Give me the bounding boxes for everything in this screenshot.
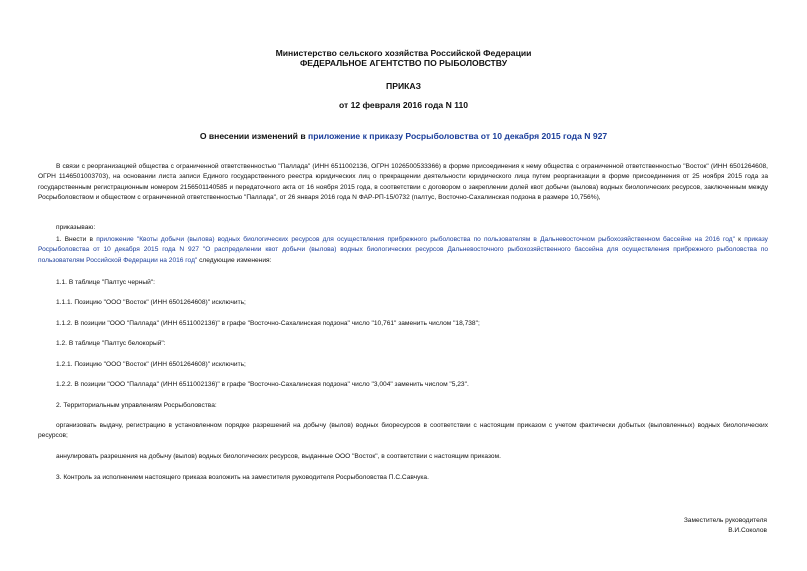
- item-1-2-2: 1.2.2. В позиции "ООО "Паллада" (ИНН 6511002136)" в графе "Восточно-Сахалинская подзона" число "3,004" заменить числом "5,23".: [56, 381, 469, 388]
- item-1-1: 1.1. В таблице "Палтус черный":: [56, 279, 155, 286]
- item-2-annul: аннулировать разрешения на добычу (вылов) водных биологических ресурсов, выданные ООО "Восток", в соответствии с настоящим приказом.: [56, 453, 501, 460]
- title-prefix: О внесении изменений в: [199, 131, 308, 141]
- appendix-link[interactable]: приложение "Квоты добычи (вылова) водных биологических ресурсов для осуществления прибрежного рыболовства по пользователям в Дальневосточном рыбохозяйственном бассейне на 2016 год": [96, 236, 735, 243]
- document-type: ПРИКАЗ: [386, 81, 421, 91]
- document-date: от 12 февраля 2016 года N 110: [338, 100, 469, 110]
- item-1-mid: к: [734, 236, 745, 243]
- agency-name: ФЕДЕРАЛЬНОЕ АГЕНТСТВО ПО РЫБОЛОВСТВУ: [299, 58, 508, 68]
- document-title: [0, 131, 807, 141]
- item-1-1-1: 1.1.1. Позицию "ООО "Восток" (ИНН 6501264608)" исключить;: [56, 299, 246, 306]
- order-927-link[interactable]: приказу Росрыболовства от 10 декабря 2015 года N 927 "О распределении квот добычи (вылова) водных биологических ресурсов Дальневосточного рыбохозяйственного бассейна для осуществления прибрежного рыболовства по пользователям Российской Федерации на 2016 год": [38, 236, 768, 264]
- item-1-2-1: 1.2.1. Позицию "ООО "Восток" (ИНН 6501264608)" исключить;: [56, 361, 246, 368]
- item-1-paragraph: [38, 235, 768, 266]
- item-3: 3. Контроль за исполнением настоящего приказа возложить на заместителя руководителя Росрыболовства П.С.Савчука.: [56, 474, 429, 481]
- item-2-organize: организовать выдачу, регистрацию в установленном порядке разрешений на добычу (вылов) водных биоресурсов в соответствии с настоящим приказом с учетом фактически добытых (выловленных) водных биологических ресурсов;: [38, 422, 768, 440]
- signature-name: В.И.Соколов: [728, 527, 767, 534]
- title-link[interactable]: приложение к приказу Росрыболовства от 10 декабря 2015 года N 927: [308, 131, 608, 141]
- orders-word: приказываю:: [56, 224, 96, 231]
- ministry-name: Министерство сельского хозяйства Российской Федерации: [275, 48, 532, 58]
- item-2: 2. Территориальным управлениям Росрыболовства:: [56, 402, 217, 409]
- signature-position: Заместитель руководителя: [683, 517, 767, 524]
- item-1-2: 1.2. В таблице "Палтус белокорый":: [56, 340, 166, 347]
- preamble-paragraph: В связи с реорганизацией общества с ограниченной ответственностью "Паллада" (ИНН 6511002136, ОГРН 1026500533366) в форме присоединения к нему общества с ограниченной ответственностью "Восток" (ИНН 6501264608, ОГРН 1146501003703), на основании листа записи Единого государственного реестра юридических лиц о прекращении деятельности юридического лица путем реорганизации в форме присоединения от 25 ноября 2015 года за государственным регистрационным номером 2156501140585 и передаточного акта от 16 ноября 2015 года, в соответствии с договором о закреплении долей квот добычи (вылова) водных биологических ресурсов, заключенным между Росрыболовством и обществом с ограниченной ответственностью "Паллада", от 26 января 2016 года N ФАР-РП-15/0732 (палтус, Восточно-Сахалинская подзона в размере 10,756%),: [38, 163, 768, 202]
- item-1-end: следующие изменения:: [197, 256, 272, 264]
- item-1-1-2: 1.1.2. В позиции "ООО "Паллада" (ИНН 6511002136)" в графе "Восточно-Сахалинская подзона" число "10,761" заменить числом "18,738";: [56, 320, 480, 327]
- item-1-start: 1. Внести в: [56, 236, 97, 243]
